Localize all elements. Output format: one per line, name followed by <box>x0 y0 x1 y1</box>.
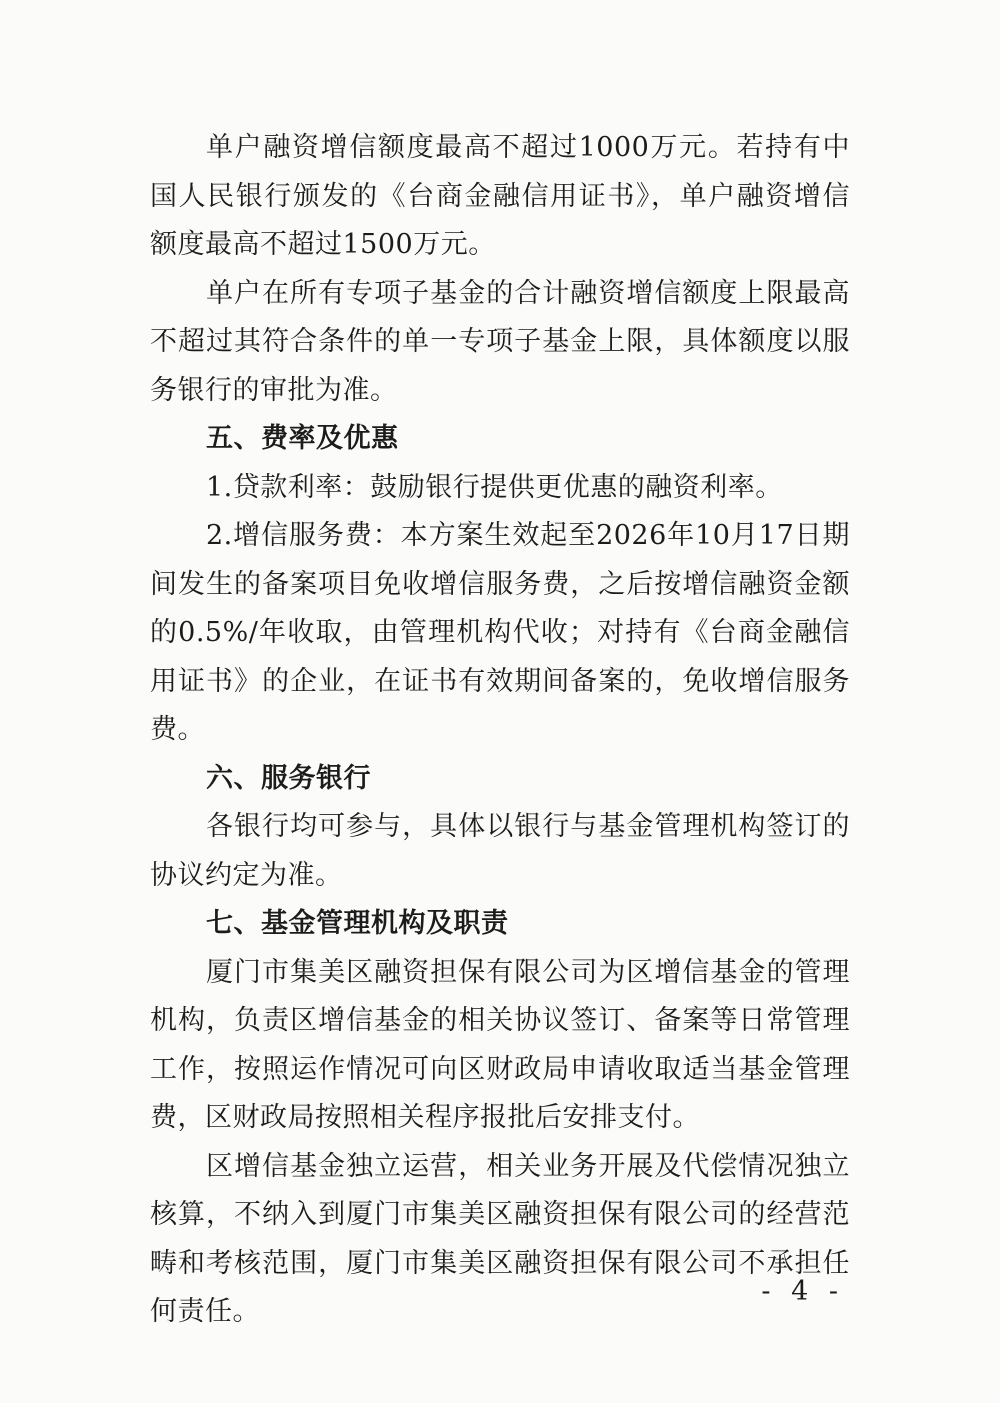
section-heading-management: 七、基金管理机构及职责 <box>206 908 509 939</box>
section-heading-banks: 六、服务银行 <box>206 762 371 794</box>
paragraph-management-duties: 厦门市集美区融资担保有限公司为区增信基金的管理机构，负责区增信基金的相关协议签订、备案等日常管理工作，按照运作情况可向区财政局申请收取适当基金管理费，区财政局按照相关程序报批后安排支付。 <box>150 956 850 1133</box>
paragraph-banks: 各银行均可参与，具体以银行与基金管理机构签订的协议约定为准。 <box>150 811 850 891</box>
document-body <box>150 124 850 1337</box>
page-number: - 4 - <box>761 1276 844 1307</box>
paragraph-credit-limit: 单户融资增信额度最高不超过1000万元。若持有中国人民银行颁发的《台商金融信用证书》，单户融资增信额度最高不超过1500万元。 <box>150 132 850 260</box>
paragraph-service-fee: 2.增信服务费：本方案生效起至2026年10月17日期间发生的备案项目免收增信服务费，之后按增信融资金额的0.5%/年收取，由管理机构代收；对持有《台商金融信用证书》的企业，在证书有效期间备案的，免收增信服务费。 <box>150 520 850 745</box>
paragraph-independent-operation: 区增信基金独立运营，相关业务开展及代偿情况独立核算，不纳入到厦门市集美区融资担保有限公司的经营范畴和考核范围，厦门市集美区融资担保有限公司不承担任何责任。 <box>150 1150 850 1327</box>
paragraph-loan-rate: 1.贷款利率：鼓励银行提供更优惠的融资利率。 <box>206 471 783 503</box>
section-heading-fees: 五、费率及优惠 <box>206 423 399 454</box>
paragraph-combined-limit: 单户在所有专项子基金的合计融资增信额度上限最高不超过其符合条件的单一专项子基金上限，具体额度以服务银行的审批为准。 <box>150 277 850 406</box>
